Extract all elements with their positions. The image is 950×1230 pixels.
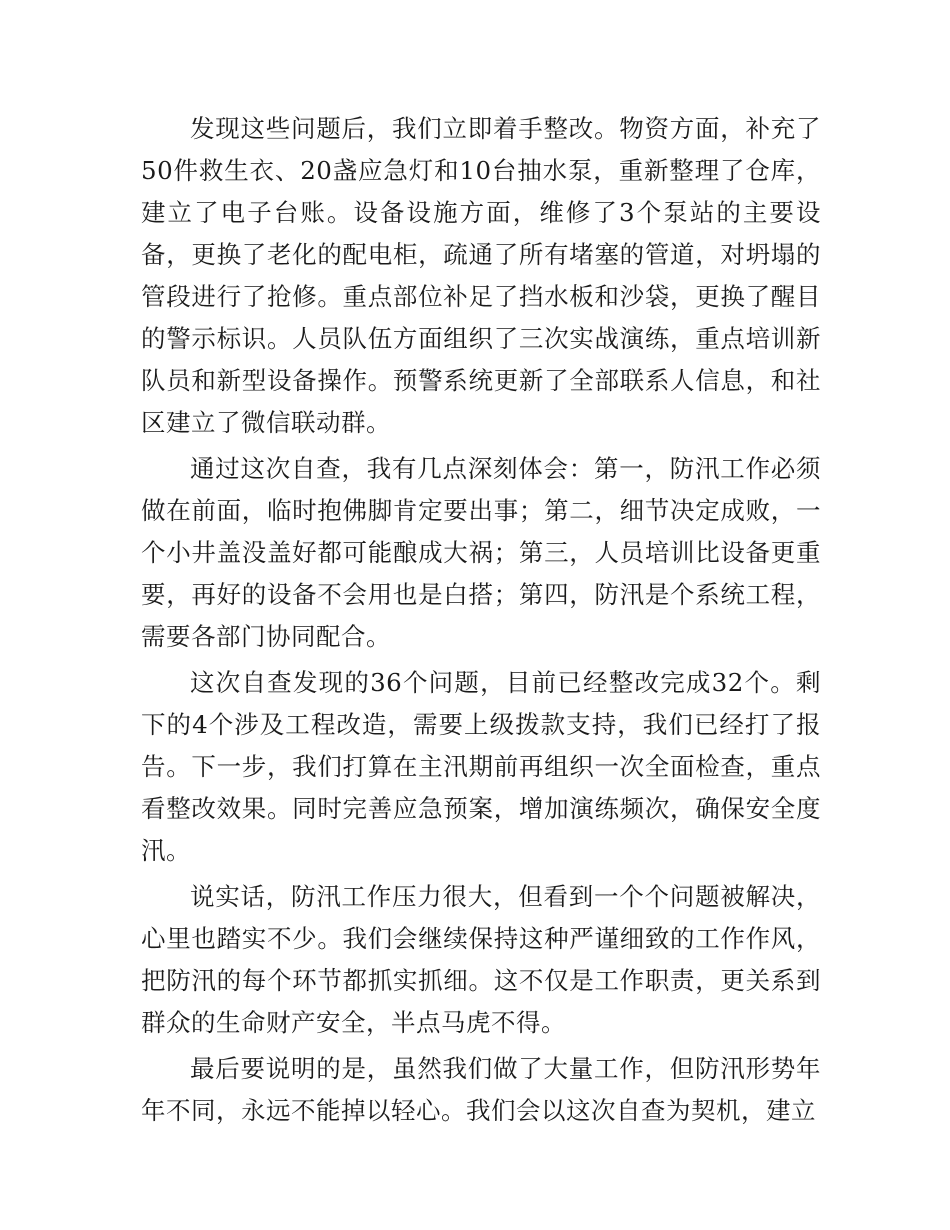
paragraph-conclusion: 最后要说明的是，虽然我们做了大量工作，但防汛形势年年不同，永远不能掉以轻心。我们会以这次自查为契机，建立: [141, 1054, 821, 1125]
paragraph-insights: 通过这次自查，我有几点深刻体会：第一，防汛工作必须做在前面，临时抱佛脚肯定要出事；第二，细节决定成败，一个小井盖没盖好都可能酿成大祸；第三，人员培训比设备更重要，再好的设备不会用也是白搭；第四，防汛是个系统工程，需要各部门协同配合。: [141, 454, 821, 651]
paragraph-reflection: 说实话，防汛工作压力很大，但看到一个个问题被解决，心里也踏实不少。我们会继续保持这种严谨细致的工作作风，把防汛的每个环节都抓实抓细。这不仅是工作职责，更关系到群众的生命财产安全，半点马虎不得。: [141, 882, 821, 1037]
document-body: [141, 108, 821, 1132]
paragraph-progress: 这次自查发现的36个问题，目前已经整改完成32个。剩下的4个涉及工程改造，需要上级拨款支持，我们已经打了报告。下一步，我们打算在主汛期前再组织一次全面检查，重点看整改效果。同时完善应急预案，增加演练频次，确保安全度汛。: [141, 668, 821, 865]
paragraph-rectification: 发现这些问题后，我们立即着手整改。物资方面，补充了50件救生衣、20盏应急灯和10台抽水泵，重新整理了仓库，建立了电子台账。设备设施方面，维修了3个泵站的主要设备，更换了老化的配电柜，疏通了所有堵塞的管道，对坍塌的管段进行了抢修。重点部位补足了挡水板和沙袋，更换了醒目的警示标识。人员队伍方面组织了三次实战演练，重点培训新队员和新型设备操作。预警系统更新了全部联系人信息，和社区建立了微信联动群。: [141, 114, 821, 437]
